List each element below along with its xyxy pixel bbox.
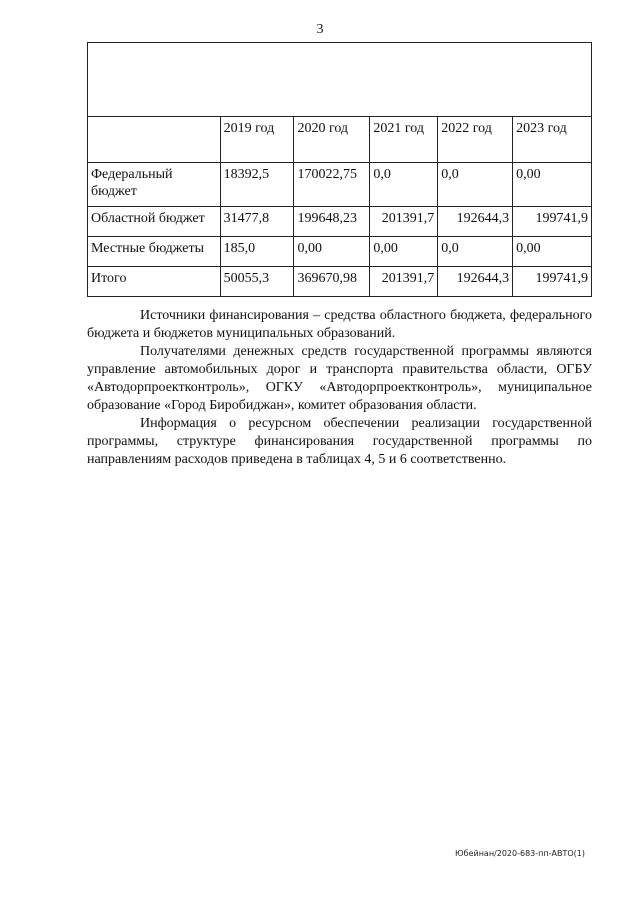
cell-value: 185,0 [220,237,294,267]
cell-value: 0,00 [513,163,592,207]
year-header-2022: 2022 год [438,117,513,163]
paragraph-recipients: Получателями денежных средств государственной программы являются управление автомобильных дорог и транспорта правительства области, ОГБУ «Автодорпроектконтроль», ОГКУ «Автодорпроектконтроль», муниципальное образование «Город Биробиджан», комитет образования области. [87,344,592,413]
cell-value: 201391,7 [370,267,438,297]
cell-value: 0,0 [438,163,513,207]
document-footer-code: Юбейнан/2020-683-пп-АВТО(1) [455,849,585,858]
row-label: Местные бюджеты [88,237,221,267]
cell-value: 50055,3 [220,267,294,297]
year-header-2020: 2020 год [294,117,370,163]
cell-value: 369670,98 [294,267,370,297]
table-row-federal [88,163,592,207]
paragraph-tables-reference: Информация о ресурсном обеспечении реализации государственной программы, структуре финансирования государственной программы по направлениям расходов приведена в таблицах 4, 5 и 6 соответственно. [87,416,592,467]
cell-value: 0,00 [294,237,370,267]
table-row-regional [88,207,592,237]
table-blank-cell [88,43,592,117]
row-label: Федеральный бюджет [88,163,221,207]
year-header-2021: 2021 год [370,117,438,163]
cell-value: 192644,3 [438,267,513,297]
cell-value: 199741,9 [513,267,592,297]
cell-value: 0,00 [513,237,592,267]
budget-table [87,42,592,297]
cell-value: 201391,7 [370,207,438,237]
paragraph-funding-sources: Источники финансирования – средства областного бюджета, федерального бюджета и бюджетов муниципальных образований. [87,308,592,341]
row-label: Итого [88,267,221,297]
cell-value: 199741,9 [513,207,592,237]
cell-value: 199648,23 [294,207,370,237]
cell-value: 192644,3 [438,207,513,237]
table-row-total [88,267,592,297]
cell-value: 18392,5 [220,163,294,207]
year-header-2019: 2019 год [220,117,294,163]
table-row-local [88,237,592,267]
body-text [87,307,592,469]
cell-value: 0,00 [370,237,438,267]
table-corner-cell [88,117,221,163]
cell-value: 31477,8 [220,207,294,237]
page-number: 3 [316,22,324,37]
table-year-header-row [88,117,592,163]
year-header-2023: 2023 год [513,117,592,163]
table-header-blank-row [88,43,592,117]
cell-value: 0,0 [370,163,438,207]
row-label: Областной бюджет [88,207,221,237]
cell-value: 170022,75 [294,163,370,207]
cell-value: 0,0 [438,237,513,267]
